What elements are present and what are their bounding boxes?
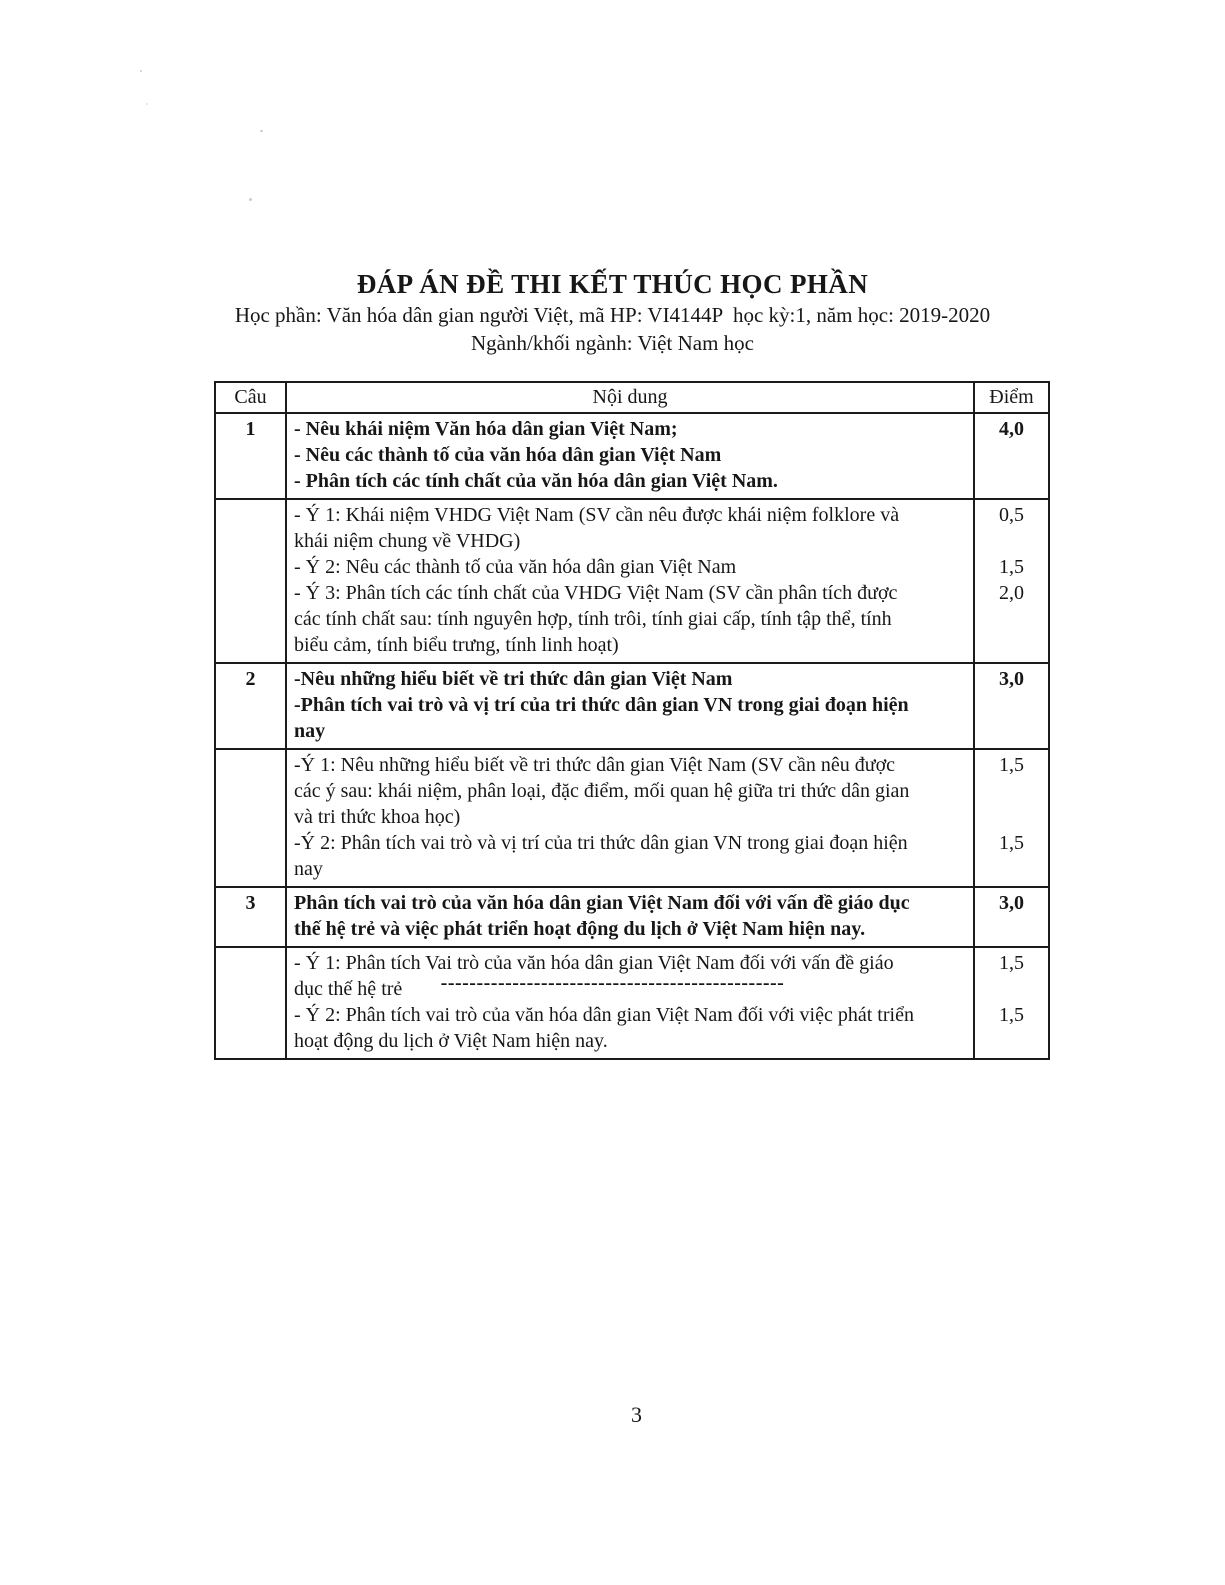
cell-score (975, 414, 1048, 498)
cell-score (975, 948, 1048, 1058)
content-line: khái niệm chung về VHDG) (294, 530, 521, 552)
dashed-separator: ------------------------------------------------ (440, 972, 785, 994)
column-header-cau: Câu (216, 383, 287, 412)
content-line: - Nêu các thành tố của văn hóa dân gian Việt Nam (294, 444, 722, 466)
score-value: 0,5 (999, 504, 1024, 526)
content-line: các tính chất sau: tính nguyên hợp, tính trôi, tính giai cấp, tính tập thể, tính (294, 608, 892, 630)
cell-score (975, 750, 1048, 886)
content-line: -Nêu những hiểu biết về tri thức dân gian Việt Nam (294, 668, 733, 690)
score-value: 1,5 (999, 556, 1024, 578)
score-value: 1,5 (999, 754, 1024, 776)
cell-question-number: 1 (216, 414, 287, 498)
column-header-diem (975, 383, 1048, 412)
cell-question-number (216, 500, 287, 662)
document-subtitle-major: Ngành/khối ngành: Việt Nam học (471, 331, 754, 355)
cell-question-number (216, 750, 287, 886)
content-line: -Phân tích vai trò và vị trí của tri thức dân gian VN trong giai đoạn hiện (294, 694, 909, 716)
content-line: - Ý 2: Phân tích vai trò của văn hóa dân gian Việt Nam đối với việc phát triển (294, 1004, 914, 1026)
table-row-q1-detail (216, 498, 1048, 662)
cell-question-number (216, 948, 287, 1058)
content-line: - Ý 1: Khái niệm VHDG Việt Nam (SV cần nêu được khái niệm folklore và (294, 504, 900, 526)
score-value: 2,0 (999, 582, 1024, 604)
table-row-q3-detail (216, 946, 1048, 1058)
score-value: 1,5 (999, 832, 1024, 854)
content-line: - Phân tích các tính chất của văn hóa dân gian Việt Nam. (294, 470, 778, 492)
content-line: hoạt động du lịch ở Việt Nam hiện nay. (294, 1030, 608, 1052)
cell-content (287, 414, 975, 498)
cell-content (287, 888, 975, 946)
table-header-row (216, 383, 1048, 412)
content-line: và tri thức khoa học) (294, 806, 461, 828)
content-line: - Ý 1: Phân tích Vai trò của văn hóa dân gian Việt Nam đối với vấn đề giáo (294, 952, 894, 974)
cell-question-number: 2 (216, 664, 287, 748)
document-title: ĐÁP ÁN ĐỀ THI KẾT THÚC HỌC PHẦN (356, 269, 869, 299)
cell-score (975, 500, 1048, 662)
document-subtitle-course: Học phần: Văn hóa dân gian người Việt, mã HP: VI4144P học kỳ:1, năm học: 2019-2020 (234, 303, 991, 327)
cell-content (287, 750, 975, 886)
content-line: - Ý 3: Phân tích các tính chất của VHDG Việt Nam (SV cần phân tích được (294, 582, 898, 604)
content-line: nay (294, 720, 326, 742)
content-line: các ý sau: khái niệm, phân loại, đặc điểm, mối quan hệ giữa tri thức dân gian (294, 780, 910, 802)
content-line: Phân tích vai trò của văn hóa dân gian Việt Nam đối với vấn đề giáo dục (294, 892, 910, 914)
content-line: -Ý 2: Phân tích vai trò và vị trí của tri thức dân gian VN trong giai đoạn hiện (294, 832, 908, 854)
document-header (0, 269, 1225, 356)
cell-content (287, 500, 975, 662)
cell-score (975, 888, 1048, 946)
content-line: biểu cảm, tính biểu trưng, tính linh hoạt) (294, 634, 619, 656)
score-value: 1,5 (999, 952, 1024, 974)
table-row-q2-detail (216, 748, 1048, 886)
content-line: nay (294, 858, 323, 880)
scan-speck (140, 70, 142, 72)
table-row-q1-summary (216, 412, 1048, 498)
scan-speck (260, 130, 263, 132)
content-line: dục thế hệ trẻ (294, 978, 403, 1000)
cell-score (975, 664, 1048, 748)
score-value: 4,0 (999, 418, 1024, 440)
content-line: thế hệ trẻ và việc phát triển hoạt động du lịch ở Việt Nam hiện nay. (294, 918, 866, 940)
cell-content (287, 948, 975, 1058)
content-line: - Ý 2: Nêu các thành tố của văn hóa dân gian Việt Nam (294, 556, 737, 578)
table-row-q2-summary (216, 662, 1048, 748)
cell-question-number: 3 (216, 888, 287, 946)
page-number: 3 (631, 1402, 642, 1427)
score-value: 1,5 (999, 1004, 1024, 1026)
content-line: -Ý 1: Nêu những hiểu biết về tri thức dân gian Việt Nam (SV cần nêu được (294, 754, 896, 776)
scan-speck (146, 103, 148, 105)
score-value: 3,0 (999, 892, 1024, 914)
column-header-noi-dung: Nội dung (287, 383, 975, 412)
column-header-diem-label: Điểm (989, 386, 1034, 408)
answer-table (214, 381, 1050, 1060)
cell-content (287, 664, 975, 748)
scan-speck (249, 198, 252, 201)
content-line: - Nêu khái niệm Văn hóa dân gian Việt Nam; (294, 418, 678, 440)
table-row-q3-summary (216, 886, 1048, 946)
score-value: 3,0 (999, 668, 1024, 690)
